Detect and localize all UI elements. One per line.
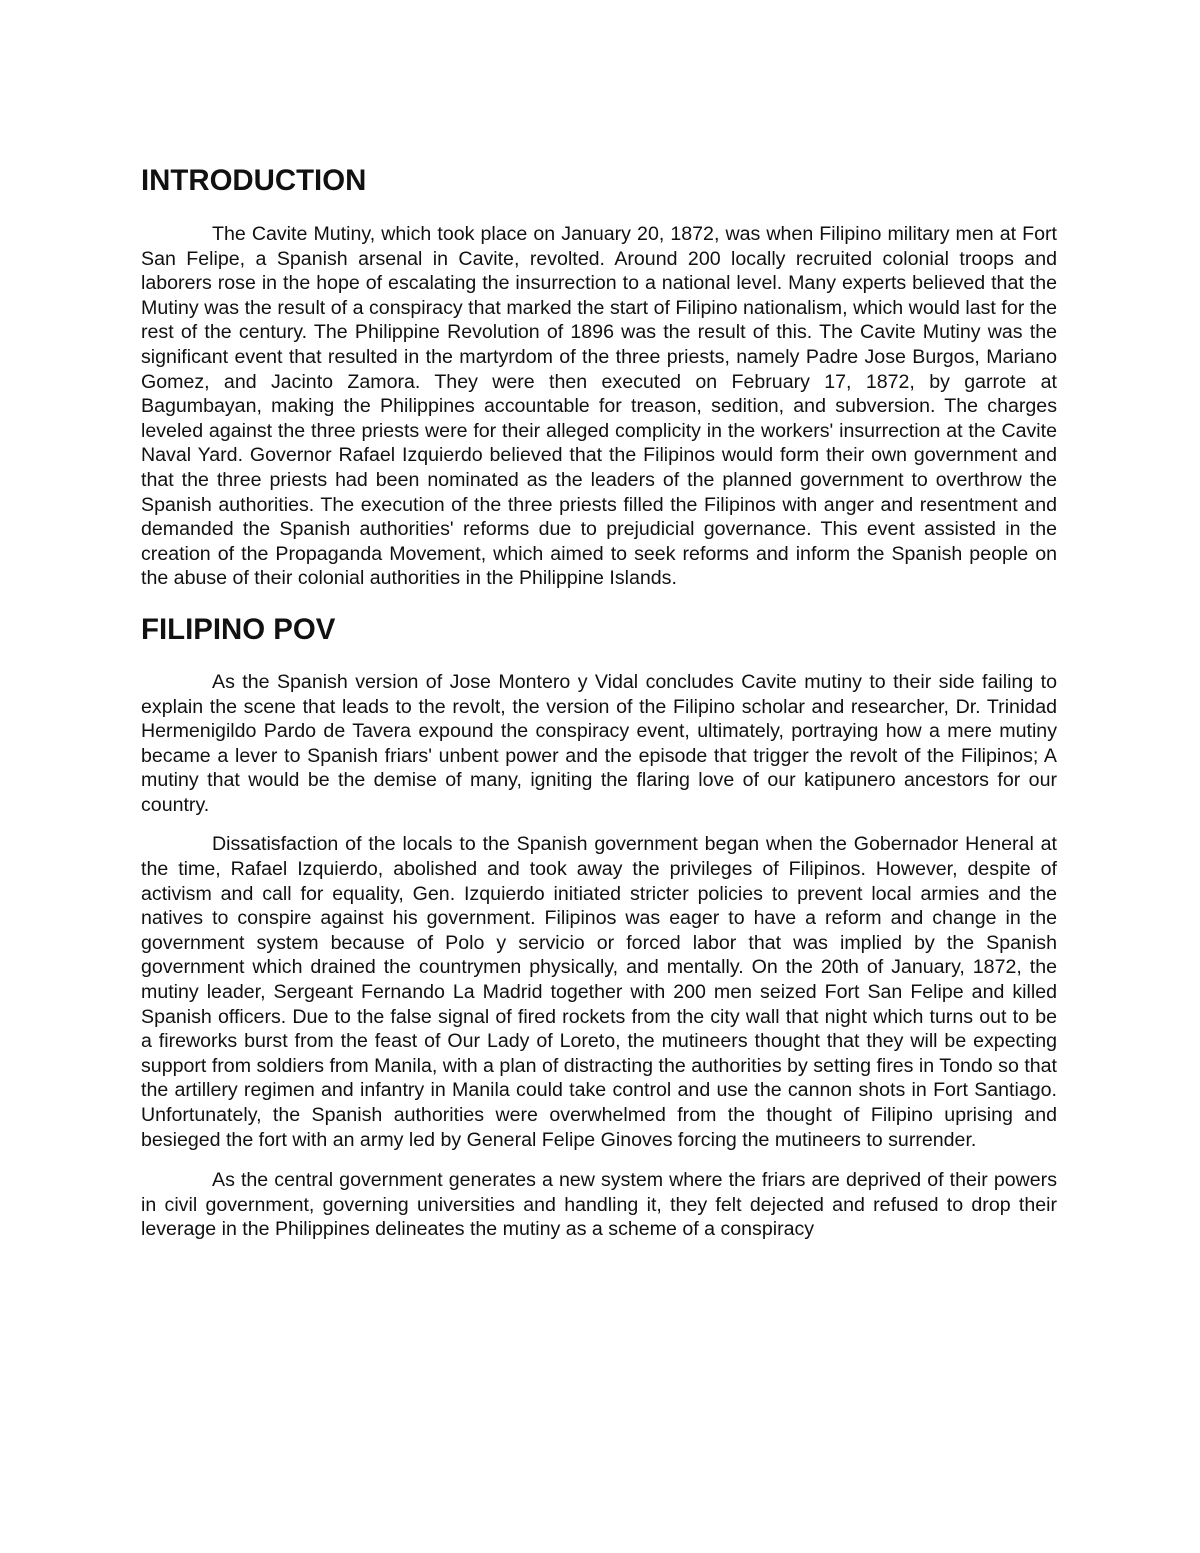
filipino-pov-paragraph-2: Dissatisfaction of the locals to the Spanish government began when the Gobernador Heneral at the time, Rafael Izquierdo, abolished and took away the privileges of Filipinos. However, despite of activism and call for equality, Gen. Izquierdo initiated stricter policies to prevent local armies and the natives to conspire against his government. Filipinos was eager to have a reform and change in the government system because of Polo y servicio or forced labor that was implied by the Spanish government which drained the countrymen physically, and mentally. On the 20th of January, 1872, the mutiny leader, Sergeant Fernando La Madrid together with 200 men seized Fort San Felipe and killed Spanish officers. Due to the false signal of fired rockets from the city wall that night which turns out to be a fireworks burst from the feast of Our Lady of Loreto, the mutineers thought that they will be expecting support from soldiers from Manila, with a plan of distracting the authorities by setting fires in Tondo so that the artillery regimen and infantry in Manila could take control and use the cannon shots in Fort Santiago. Unfortunately, the Spanish authorities were overwhelmed from the thought of Filipino uprising and besieged the fort with an army led by General Felipe Ginoves forcing the mutineers to surrender. [141, 833, 1057, 1151]
introduction-heading: INTRODUCTION [141, 164, 367, 197]
filipino-pov-paragraph-1: As the Spanish version of Jose Montero y Vidal concludes Cavite mutiny to their side failing to explain the scene that leads to the revolt, the version of the Filipino scholar and researcher, Dr. Trinidad Hermenigildo Pardo de Tavera expound the conspiracy event, ultimately, portraying how a mere mutiny became a lever to Spanish friars' unbent power and the episode that trigger the revolt of the Filipinos; A mutiny that would be the demise of many, igniting the flaring love of our katipunero ancestors for our country. [141, 670, 1057, 816]
filipino-pov-paragraph-3: As the central government generates a new system where the friars are deprived of their powers in civil government, governing universities and handling it, they felt dejected and refused to drop their leverage in the Philippines delineates the mutiny as a scheme of a conspiracy [141, 1169, 1057, 1241]
filipino-pov-heading: FILIPINO POV [141, 612, 336, 646]
document-page [141, 164, 1057, 1242]
introduction-paragraph: The Cavite Mutiny, which took place on January 20, 1872, was when Filipino military men at Fort San Felipe, a Spanish arsenal in Cavite, revolted. Around 200 locally recruited colonial troops and laborers rose in the hope of escalating the insurrection to a national level. Many experts believed that the Mutiny was the result of a conspiracy that marked the start of Filipino nationalism, which would last for the rest of the century. The Philippine Revolution of 1896 was the result of this. The Cavite Mutiny was the significant event that resulted in the martyrdom of the three priests, namely Padre Jose Burgos, Mariano Gomez, and Jacinto Zamora. They were then executed on February 17, 1872, by garrote at Bagumbayan, making the Philippines accountable for treason, sedition, and subversion. The charges leveled against the three priests were for their alleged complicity in the workers' insurrection at the Cavite Naval Yard. Governor Rafael Izquierdo believed that the Filipinos would form their own government and that the three priests had been nominated as the leaders of the planned government to overthrow the Spanish authorities. The execution of the three priests filled the Filipinos with anger and resentment and demanded the Spanish authorities' reforms due to prejudicial governance. This event assisted in the creation of the Propaganda Movement, which aimed to seek reforms and inform the Spanish people on the abuse of their colonial authorities in the Philippine Islands. [141, 223, 1057, 590]
